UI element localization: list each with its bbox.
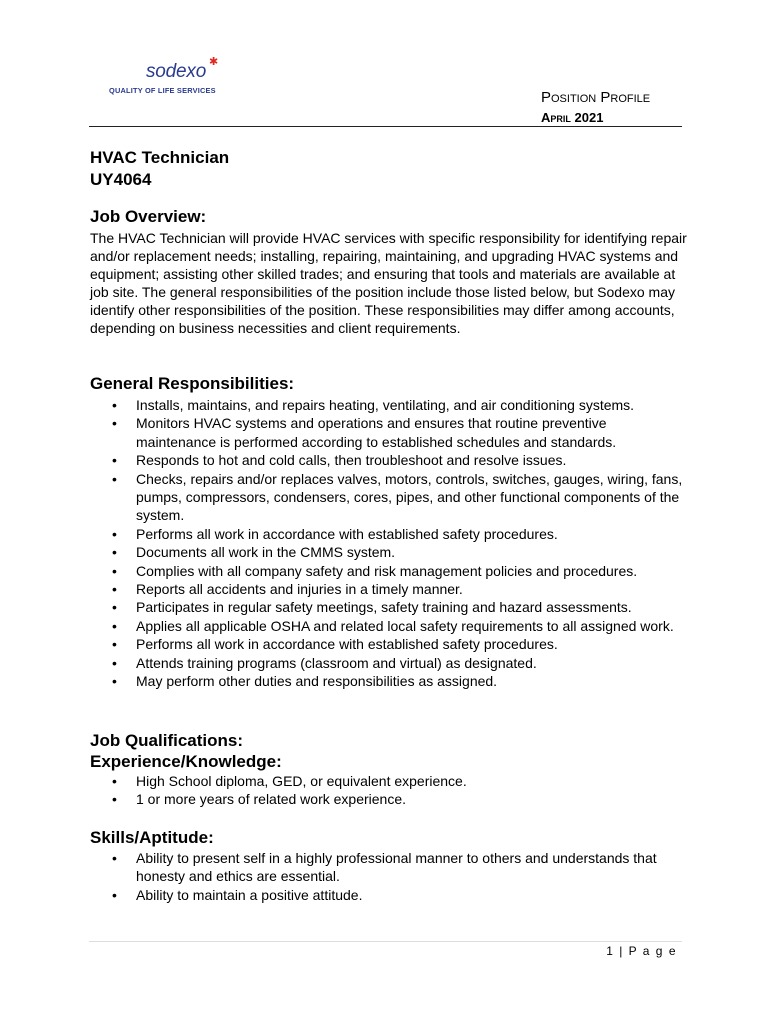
responsibility-item: • Performs all work in accordance with established safety procedures. xyxy=(90,635,690,653)
responsibility-item: • Responds to hot and cold calls, then troubleshoot and resolve issues. xyxy=(90,451,690,469)
document-type: Position Profile xyxy=(541,89,651,106)
responsibilities-heading: General Responsibilities: xyxy=(90,374,295,393)
logo-wordmark: sodexo xyxy=(146,61,207,82)
responsibilities-list xyxy=(90,396,690,691)
job-title-block xyxy=(90,147,229,191)
sodexo-logo xyxy=(108,58,228,98)
experience-item: • High School diploma, GED, or equivalent experience. xyxy=(90,772,690,790)
skills-list xyxy=(90,849,690,904)
responsibility-item: • Reports all accidents and injuries in a timely manner. xyxy=(90,580,690,598)
skills-heading: Skills/Aptitude: xyxy=(90,828,214,847)
responsibility-item: • Complies with all company safety and risk management policies and procedures. xyxy=(90,562,690,580)
experience-heading: Experience/Knowledge: xyxy=(90,752,282,771)
job-code: UY4064 xyxy=(90,170,152,189)
responsibility-item: • Installs, maintains, and repairs heating, ventilating, and air conditioning systems. xyxy=(90,396,690,414)
qualifications-heading: Job Qualifications: xyxy=(90,731,244,750)
skill-item: • Ability to present self in a highly professional manner to others and understands that honesty and ethics are essential. xyxy=(90,849,690,886)
responsibility-item: • Applies all applicable OSHA and related local safety requirements to all assigned work. xyxy=(90,617,690,635)
job-title: HVAC Technician xyxy=(90,148,230,167)
experience-item: • 1 or more years of related work experience. xyxy=(90,790,690,808)
logo-star-icon: ✱ xyxy=(209,56,219,68)
responsibility-item: • May perform other duties and responsibilities as assigned. xyxy=(90,672,690,690)
page-number: 1 | P a g e xyxy=(606,944,677,958)
overview-text: The HVAC Technician will provide HVAC services with specific responsibility for identifying repair and/or replacement needs; installing, repairing, maintaining, and upgrading HVAC systems and equipment; assisting other skilled trades; and ensuring that tools and materials are available at job site. The general responsibilities of the position include those listed below, but Sodexo may identify other responsibilities of the position. These responsibilities may differ among accounts, depending on business necessities and client requirements. xyxy=(90,230,687,336)
responsibility-item: • Monitors HVAC systems and operations and ensures that routine preventive maintenance is performed according to established schedules and standards. xyxy=(90,414,690,451)
responsibility-item: • Performs all work in accordance with established safety procedures. xyxy=(90,525,690,543)
document-date: April 2021 xyxy=(541,110,604,125)
skill-item: • Ability to maintain a positive attitude. xyxy=(90,886,690,904)
responsibility-item: • Attends training programs (classroom and virtual) as designated. xyxy=(90,654,690,672)
responsibility-item: • Checks, repairs and/or replaces valves, motors, controls, switches, gauges, wiring, fans, pumps, compressors, condensers, cores, pipes, and other functional components of the system. xyxy=(90,470,690,525)
experience-list xyxy=(90,772,690,809)
responsibility-item: • Participates in regular safety meetings, safety training and hazard assessments. xyxy=(90,598,690,616)
footer-divider xyxy=(89,941,682,942)
logo-tagline: QUALITY OF LIFE SERVICES xyxy=(109,86,216,95)
responsibility-item: • Documents all work in the CMMS system. xyxy=(90,543,690,561)
overview-heading: Job Overview: xyxy=(90,207,207,226)
header-divider xyxy=(89,126,682,127)
